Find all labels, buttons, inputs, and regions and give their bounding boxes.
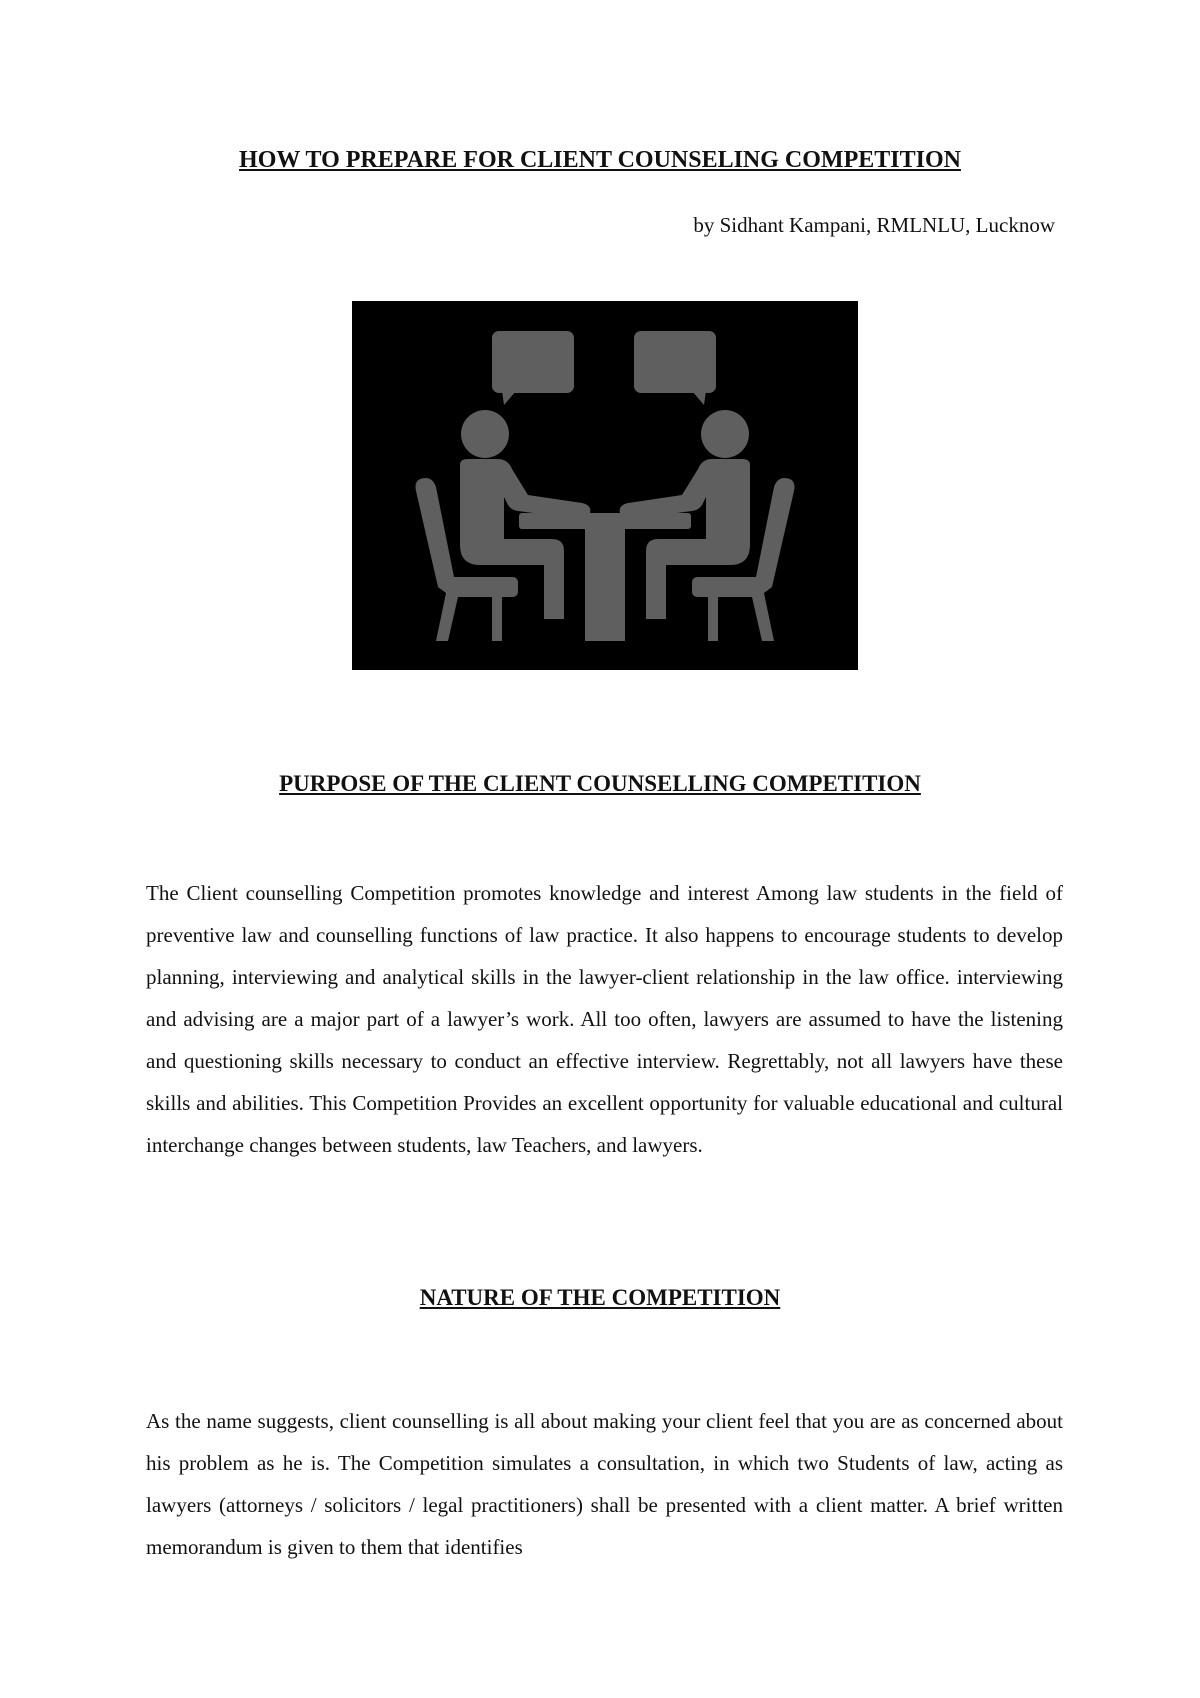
counseling-illustration bbox=[352, 301, 858, 670]
section-paragraph-nature: As the name suggests, client counselling is all about making your client feel that you are as concerned about his problem as he is. The Competition simulates a consultation, in which two Students of law, acting as lawyers (attorneys / solicitors / legal practitioners) shall be presented with a client matter. A brief written memorandum is given to them that identifies bbox=[146, 1409, 1063, 1559]
section-paragraph-purpose: The Client counselling Competition promotes knowledge and interest Among law students in the field of preventive law and counselling functions of law practice. It also happens to encourage students to develop planning, interviewing and analytical skills in the lawyer-client relationship in the law office. interviewing and advising are a major part of a lawyer’s work. All too often, lawyers are assumed to have the listening and questioning skills necessary to conduct an effective interview. Regrettably, not all lawyers have these skills and abilities. This Competition Provides an excellent opportunity for valuable educational and cultural interchange changes between students, law Teachers, and lawyers. bbox=[146, 881, 1063, 1157]
document-title: HOW TO PREPARE FOR CLIENT COUNSELING COMPETITION bbox=[239, 147, 961, 173]
author-byline: by Sidhant Kampani, RMLNLU, Lucknow bbox=[693, 213, 1055, 237]
section-heading-purpose: PURPOSE OF THE CLIENT COUNSELLING COMPETITION bbox=[279, 771, 921, 796]
section-heading-nature: NATURE OF THE COMPETITION bbox=[419, 1285, 781, 1310]
client-counseling-meeting-icon bbox=[352, 301, 858, 670]
